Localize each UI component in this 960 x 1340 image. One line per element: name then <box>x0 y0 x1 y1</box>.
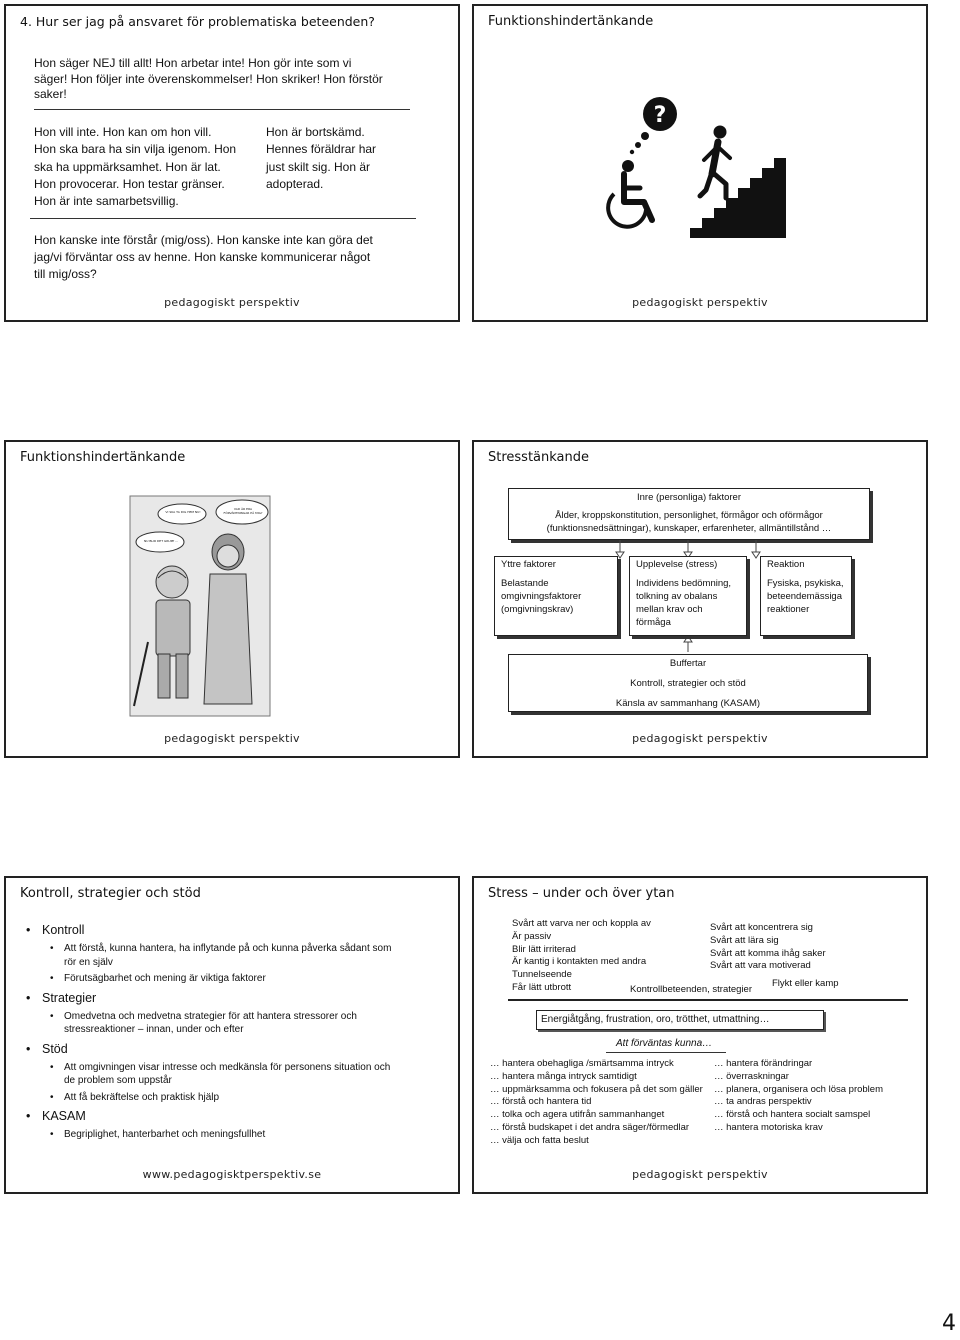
text-line: Hon är bortskämd. <box>266 125 365 139</box>
text-line: Tunnelseende <box>512 969 572 981</box>
text-line: Är passiv <box>512 930 552 942</box>
box-text: förmåga <box>636 617 671 628</box>
page-number: 4 <box>942 1311 956 1336</box>
text-line: Svårt att lära sig <box>710 934 779 946</box>
text-line: Hon är inte samarbetsvillig. <box>34 194 179 209</box>
bubble-text: NU BLIR DET GRUPP ... <box>143 539 179 543</box>
text-line: … förstå och hantera socialt samspel <box>714 1109 871 1121</box>
box-title: Reaktion <box>767 559 805 570</box>
list-subitem: • Omedvetna och medvetna strategier för att hantera stressorer och stressreaktioner – innan, under och efter <box>20 1010 404 1037</box>
list-item: • KASAM <box>20 1108 440 1125</box>
text-line: Hon kanske inte förstår (mig/oss). Hon kanske inte kan göra det <box>34 233 373 247</box>
walking-person-icon <box>700 126 730 199</box>
text-line: … förstå budskapet i det andra säger/förmedlar <box>490 1121 690 1133</box>
text-line: till mig/oss? <box>34 267 97 281</box>
box-text: omgivningsfaktorer <box>501 591 582 602</box>
slide-ansvar <box>4 4 460 322</box>
surface-right-list <box>710 922 826 973</box>
text-line: … förstå och hantera tid <box>490 1096 592 1108</box>
box-title: Yttre faktorer <box>501 559 556 570</box>
left-interpretations <box>34 124 264 210</box>
text-line: … hantera förändringar <box>714 1058 813 1069</box>
box-text: Ålder, kroppskonstitution, personlighet, förmågor och oförmågor <box>555 510 823 521</box>
experience-box <box>629 556 747 636</box>
wheelchair-icon <box>608 160 652 227</box>
divider <box>30 218 416 219</box>
control-behaviours-label: Kontrollbeteenden, strategier <box>630 984 752 995</box>
expectations-left-list <box>490 1058 703 1148</box>
behavior-paragraph: Hon säger NEJ till allt! Hon arbetar inte! Hon gör inte som vi säger! Hon följer inte överenskommelser! Hon skriker! Hon förstör saker! <box>34 56 383 101</box>
drawing-illustration <box>6 442 460 758</box>
text-line: … tolka och agera utifrån sammanhanget <box>490 1109 665 1121</box>
surface-line <box>508 999 908 1001</box>
slide-footer: pedagogiskt perspektiv <box>632 296 768 309</box>
slide-footer: pedagogiskt perspektiv <box>632 1168 768 1181</box>
list-subitem: • Att få bekräftelse och praktisk hjälp <box>20 1091 404 1105</box>
text-line: Får lätt utbrott <box>512 981 572 993</box>
text-line: adopterad. <box>266 176 324 191</box>
box-text: reaktioner <box>767 604 810 615</box>
slide-title: Stresstänkande <box>488 450 590 465</box>
slide-title: Stress – under och över ytan <box>488 886 675 901</box>
wheelchair-stairs-illustration <box>474 6 928 322</box>
list-subitem: • Att förstå, kunna hantera, ha inflytande på och kunna påverka sådant som rör en själv <box>20 942 404 969</box>
slide-footer: pedagogiskt perspektiv <box>164 296 300 309</box>
text-line: … välja och fatta beslut <box>490 1134 589 1146</box>
text-line: … planera, organisera och lösa problem <box>714 1083 883 1095</box>
text-line: Hon ska bara ha sin vilja igenom. Hon <box>34 142 237 157</box>
reaction-box <box>760 556 852 636</box>
external-factors-box <box>494 556 618 636</box>
text-line: Hon vill inte. Hon kan om hon vill. <box>34 125 212 139</box>
right-interpretations <box>266 124 446 193</box>
box-text: (omgivningskrav) <box>501 604 574 615</box>
box-text: beteendemässiga <box>767 591 842 602</box>
text-line: Svårt att varva ner och koppla av <box>512 918 651 929</box>
slide-stress-yta <box>472 876 928 1194</box>
text-line: Hennes föräldrar har <box>266 142 377 157</box>
website-link[interactable]: www.pedagogisktperspektiv.se <box>142 1168 322 1181</box>
box-text: mellan krav och <box>636 604 703 615</box>
text-line: Svårt att komma ihåg saker <box>710 947 826 959</box>
stairs-icon <box>690 158 786 238</box>
text-line: Hon provocerar. Hon testar gränser. <box>34 176 225 191</box>
text-line: … hantera obehagliga /smärtsamma intryck <box>490 1058 674 1069</box>
slide-title: 4. Hur ser jag på ansvaret för problematiska beteenden? <box>20 14 375 29</box>
box-title: Inre (personliga) faktorer <box>636 492 742 503</box>
bubble-text: VAD ÄR ERA FÖRVÄNTNINGAR PÅ MIG? <box>223 507 263 515</box>
inner-factors-box <box>508 488 870 540</box>
text-line: just skilt sig. Hon är <box>266 159 371 174</box>
text-line: Svårt att vara motiverad <box>710 960 811 972</box>
bullet-list <box>20 918 440 1145</box>
flight-fight-label: Flykt eller kamp <box>772 978 839 989</box>
box-title: Buffertar <box>669 658 707 669</box>
slide-footer: pedagogiskt perspektiv <box>632 732 768 745</box>
text-line: Är kantig i kontakten med andra <box>512 956 647 968</box>
slide-title: Funktionshindertänkande <box>20 450 186 465</box>
box-text: Individens bedömning, <box>636 578 732 589</box>
list-subitem: • Att omgivningen visar intresse och medkänsla för personens situation och de problem som uppstår <box>20 1061 404 1088</box>
text-line: … ta andras perspektiv <box>714 1096 812 1108</box>
expectations-right-list <box>714 1058 883 1135</box>
slide-stresstankande <box>472 440 928 758</box>
box-text: Fysiska, psykiska, <box>767 578 844 589</box>
list-subitem: • Förutsägbarhet och mening är viktiga faktorer <box>20 972 404 986</box>
text-line: … uppmärksamma och fokusera på det som gäller <box>490 1083 703 1095</box>
slide-kontroll <box>4 876 460 1194</box>
text-line: Blir lätt irriterad <box>512 943 576 955</box>
expectations-heading: Att förväntas kunna… <box>616 1038 713 1049</box>
text-line: … hantera motoriska krav <box>714 1121 823 1133</box>
list-item: • Kontroll <box>20 922 440 939</box>
slide-title: Kontroll, strategier och stöd <box>20 886 201 901</box>
text-line: jag/vi förväntar oss av henne. Hon kanske kommunicerar något <box>34 250 371 264</box>
svg-text:?: ? <box>653 103 667 128</box>
box-title: Upplevelse (stress) <box>636 559 718 570</box>
text-line: Svårt att koncentrera sig <box>710 922 813 933</box>
slide-funktionshinder-1 <box>472 4 928 322</box>
alternative-interpretation <box>34 232 444 283</box>
text-line: … hantera många intryck samtidigt <box>490 1070 637 1082</box>
buffers-box <box>508 654 868 712</box>
box-text: Kontroll, strategier och stöd <box>630 678 746 689</box>
box-text: Energiåtgång, frustration, oro, trötthet, utmattning… <box>541 1014 770 1025</box>
slide-title: Funktionshindertänkande <box>488 14 654 29</box>
list-item: • Stöd <box>20 1041 440 1058</box>
box-text: Känsla av sammanhang (KASAM) <box>615 698 761 709</box>
divider <box>606 1052 726 1053</box>
list-item: • Strategier <box>20 990 440 1007</box>
list-subitem: • Begriplighet, hanterbarhet och meningsfullhet <box>20 1128 404 1142</box>
box-text: (funktionsnedsättningar), kunskaper, erfarenheter, allmäntillstånd … <box>546 523 832 534</box>
energy-box <box>536 1010 824 1030</box>
slide-funktionshinder-2 <box>4 440 460 758</box>
text-line: ska ha uppmärksamhet. Hon är lat. <box>34 159 221 174</box>
bubble-text: VI SKA TA DIG HEM NU! <box>165 510 201 514</box>
slide-footer: pedagogiskt perspektiv <box>164 732 300 745</box>
box-text: Belastande <box>501 578 549 589</box>
text-line: … överraskningar <box>714 1070 789 1082</box>
divider <box>34 109 410 110</box>
box-text: tolkning av obalans <box>636 591 718 602</box>
